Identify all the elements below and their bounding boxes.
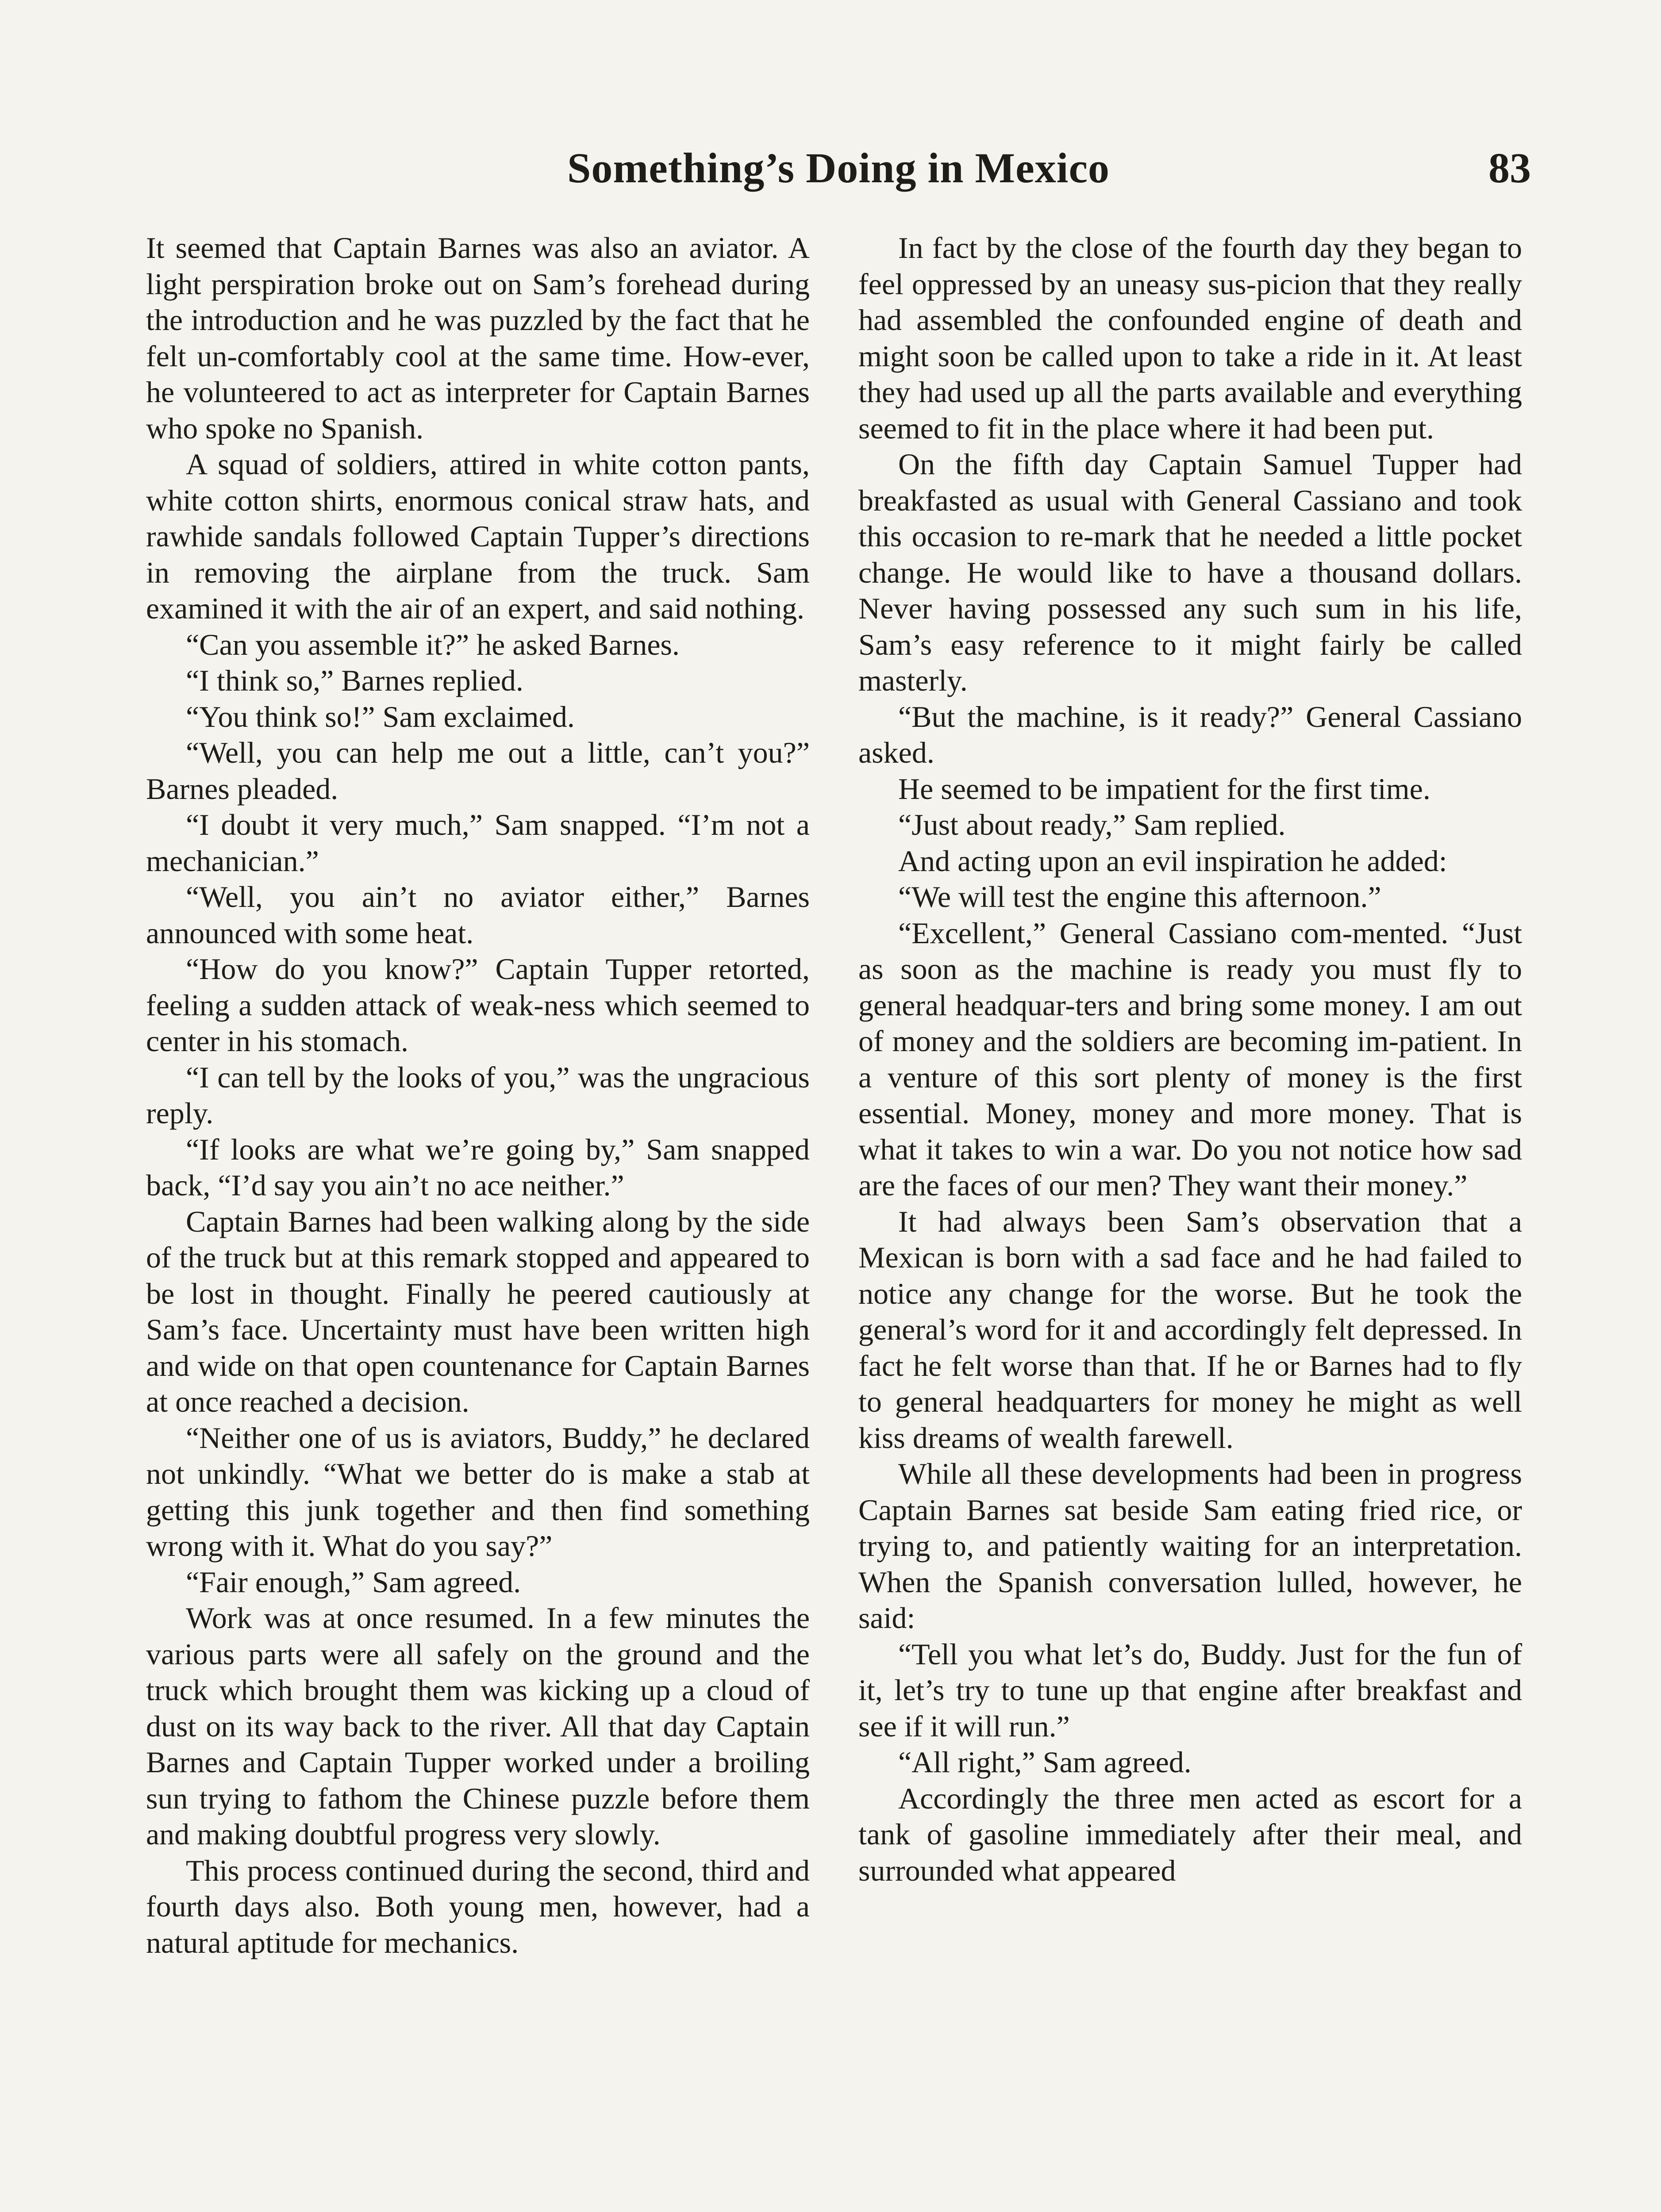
paragraph: This process continued during the second, third and fourth days also. Both young men, however, had a natural aptitude for mechanics. — [146, 1853, 810, 1959]
paragraph: “If looks are what we’re going by,” Sam snapped back, “I’d say you ain’t no ace neither.” — [146, 1132, 810, 1202]
right-column — [858, 230, 1522, 1889]
running-title: Something’s Doing in Mexico — [567, 144, 1110, 192]
paragraph: “How do you know?” Captain Tupper retorted, feeling a sudden attack of weak-ness which seemed to center in his stomach. — [146, 952, 810, 1058]
paragraph: He seemed to be impatient for the first time. — [898, 772, 1430, 806]
paragraph: It had always been Sam’s observation that a Mexican is born with a sad face and he had failed to notice any change for the worse. But he took the general’s word for it and accordingly felt depressed. In fact he felt worse than that. If he or Barnes had to fly to general headquarters for money he might as well kiss dreams of wealth farewell. — [858, 1204, 1522, 1455]
paragraph: “I can tell by the looks of you,” was the ungracious reply. — [146, 1060, 810, 1130]
left-column — [146, 230, 810, 1961]
paragraph: “Fair enough,” Sam agreed. — [186, 1565, 521, 1599]
paragraph: “I doubt it very much,” Sam snapped. “I’m not a mechanician.” — [146, 808, 810, 878]
paragraph: While all these developments had been in progress Captain Barnes sat beside Sam eating fried rice, or trying to, and patiently waiting for an interpretation. When the Spanish conversation lulled, however, he said: — [858, 1457, 1522, 1635]
paragraph: “Neither one of us is aviators, Buddy,” he declared not unkindly. “What we better do is make a stab at getting this junk together and then find something wrong with it. What do you say?” — [146, 1421, 810, 1563]
paragraph: And acting upon an evil inspiration he added: — [898, 844, 1447, 878]
paragraph: “Just about ready,” Sam replied. — [898, 808, 1286, 841]
paragraph: Work was at once resumed. In a few minutes the various parts were all safely on the ground and the truck which brought them was kicking up a cloud of dust on its way back to the river. All that day Captain Barnes and Captain Tupper worked under a broiling sun trying to fathom the Chinese puzzle before them and making doubtful progress very slowly. — [146, 1601, 810, 1851]
paragraph: In fact by the close of the fourth day they began to feel oppressed by an uneasy sus-picion that they really had assembled the confounded engine of death and might soon be called upon to take a ride in it. At least they had used up all the parts available and everything seemed to fit in the place where it had been put. — [858, 231, 1522, 445]
paragraph: “I think so,” Barnes replied. — [186, 664, 523, 697]
paragraph: “Well, you can help me out a little, can’t you?” Barnes pleaded. — [146, 736, 810, 806]
paragraph: “Tell you what let’s do, Buddy. Just for the fun of it, let’s try to tune up that engine after breakfast and see if it will run.” — [858, 1637, 1522, 1743]
paragraph: “Well, you ain’t no aviator either,” Barnes announced with some heat. — [146, 880, 810, 950]
paragraph: “Can you assemble it?” he asked Barnes. — [186, 627, 680, 661]
paragraph: On the fifth day Captain Samuel Tupper had breakfasted as usual with General Cassiano and took this occasion to re-mark that he needed a little pocket change. He would like to have a thousand dollars. Never having possessed any such sum in his life, Sam’s easy reference to it might fairly be called masterly. — [858, 447, 1522, 697]
paragraph: A squad of soldiers, attired in white cotton pants, white cotton shirts, enormous conical straw hats, and rawhide sandals followed Captain Tupper’s directions in removing the airplane from the truck. Sam examined it with the air of an expert, and said nothing. — [146, 447, 810, 625]
paragraph: “You think so!” Sam exclaimed. — [186, 699, 575, 733]
paragraph: Captain Barnes had been walking along by the side of the truck but at this remark stopped and appeared to be lost in thought. Finally he peered cautiously at Sam’s face. Uncertainty must have been written high and wide on that open countenance for Captain Barnes at once reached a decision. — [146, 1204, 810, 1418]
page-header — [146, 133, 1531, 204]
paragraph: “We will test the engine this afternoon.” — [898, 880, 1381, 914]
paragraph: It seemed that Captain Barnes was also an aviator. A light perspiration broke out on Sam’s forehead during the introduction and he was puzzled by the fact that he felt un-comfortably cool at the same time. How-ever, he volunteered to act as interpreter for Captain Barnes who spoke no Spanish. — [146, 231, 810, 445]
paragraph: “But the machine, is it ready?” General Cassiano asked. — [858, 699, 1522, 769]
paragraph: “Excellent,” General Cassiano com-mented. “Just as soon as the machine is ready you must fly to general headquar-ters and bring some money. I am out of money and the soldiers are becoming im-patient. In a venture of this sort plenty of money is the first essential. Money, money and more money. That is what it takes to win a war. Do you not notice how sad are the faces of our men? They want their money.” — [858, 916, 1522, 1202]
paragraph: “All right,” Sam agreed. — [898, 1745, 1192, 1779]
page-number: 83 — [1488, 144, 1531, 192]
paragraph: Accordingly the three men acted as escort for a tank of gasoline immediately after their meal, and surrounded what appeared — [858, 1781, 1522, 1887]
